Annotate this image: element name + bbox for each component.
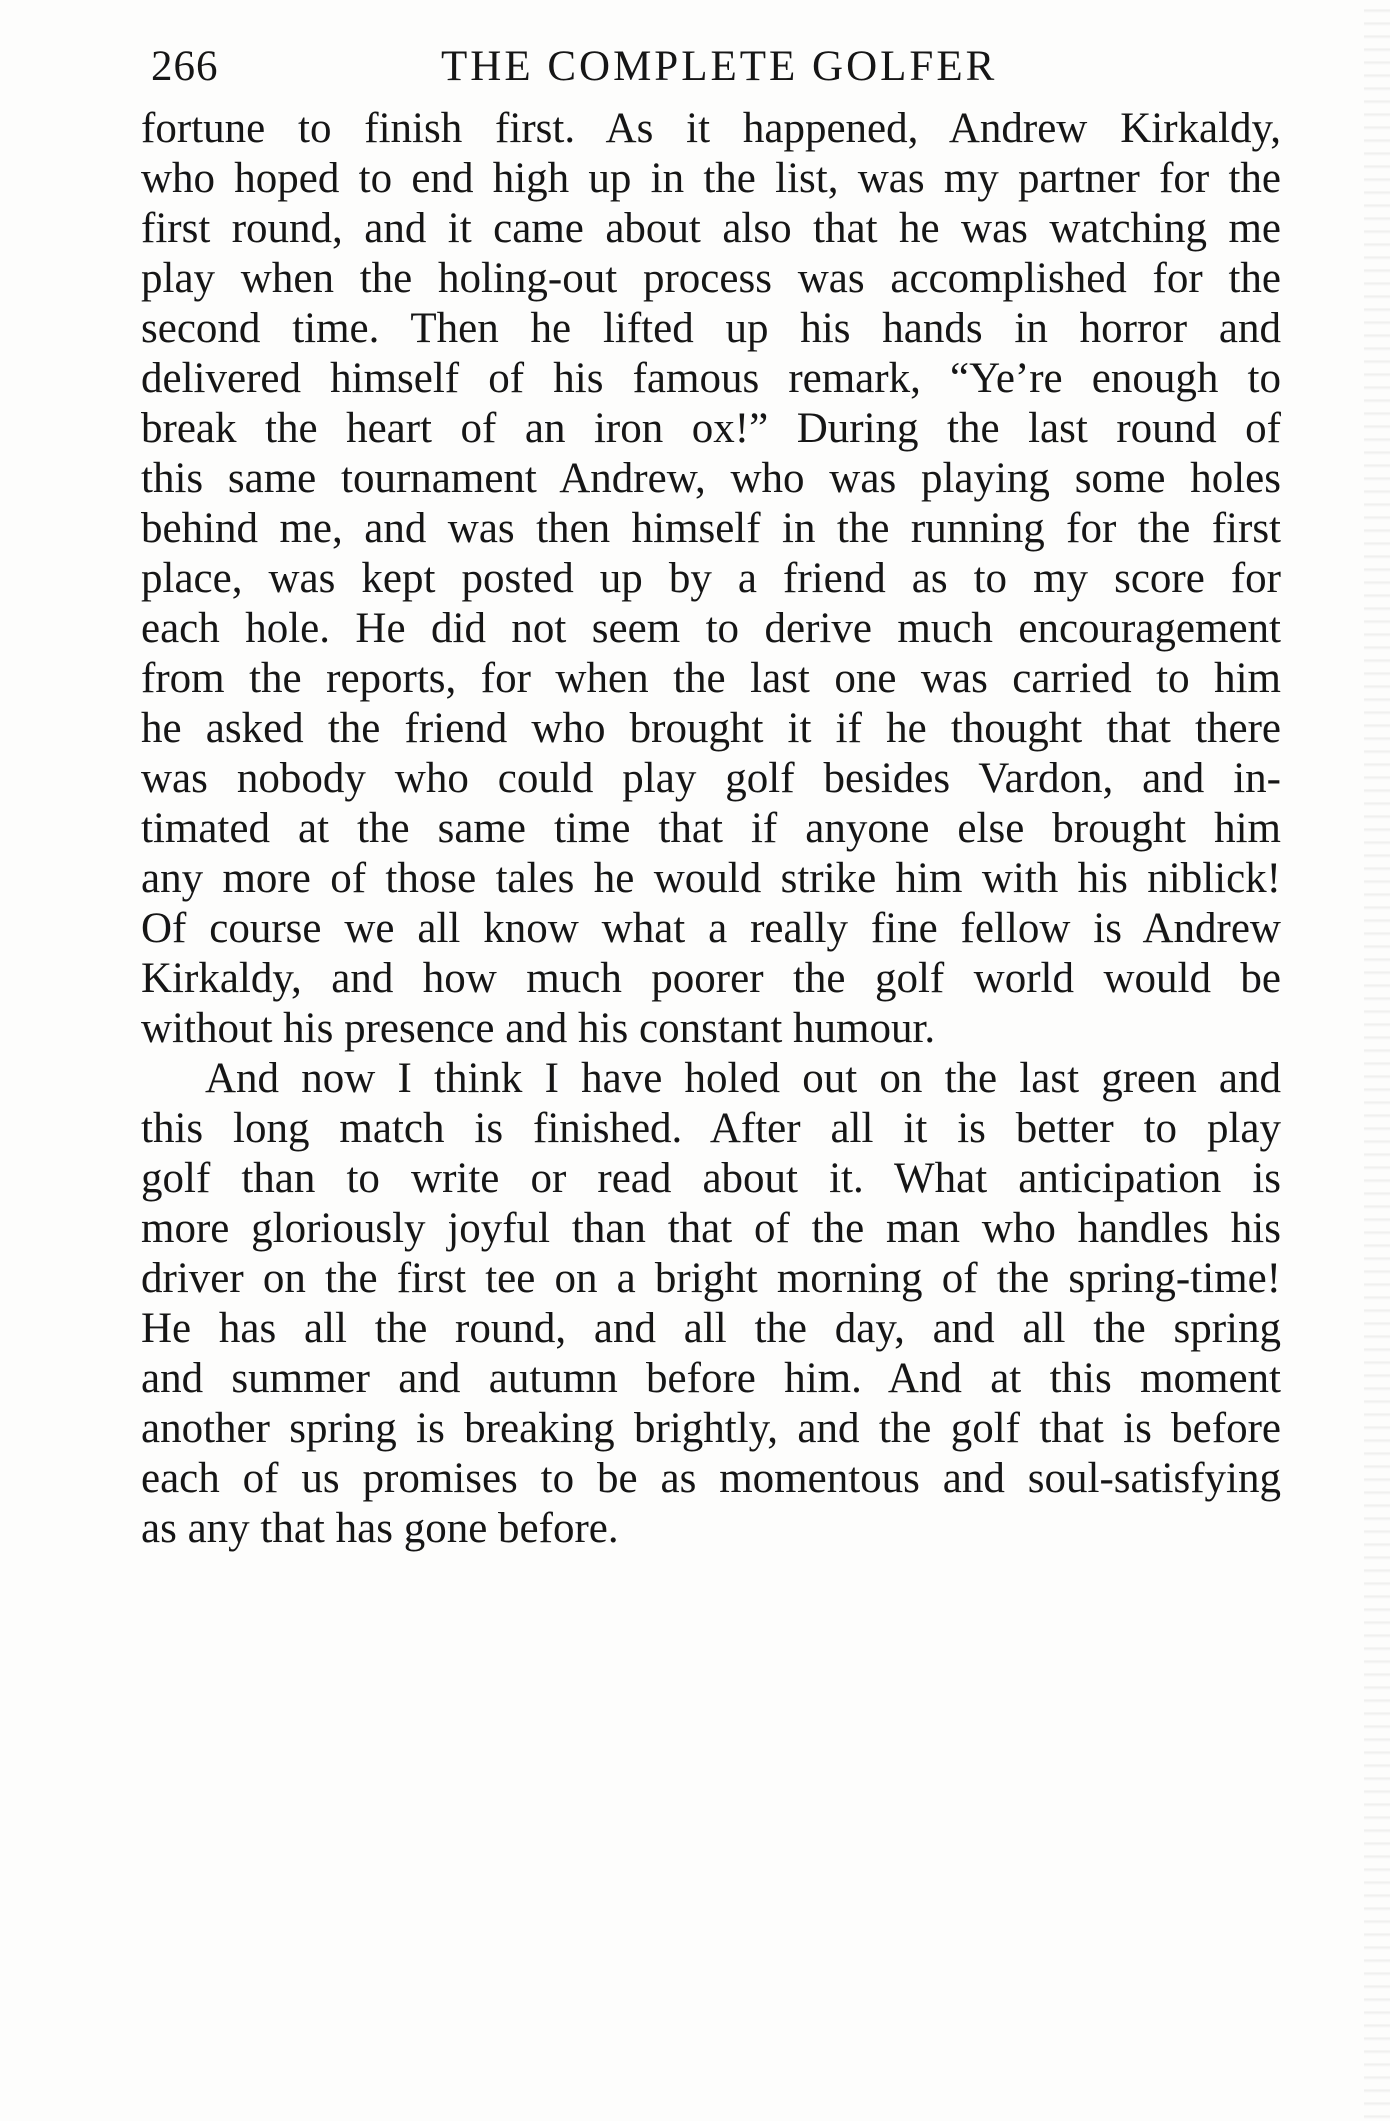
- text-line: was nobody who could play golf besides Vardon, and in-: [141, 755, 1281, 802]
- text-line: another spring is breaking brightly, and the golf that is before: [141, 1405, 1281, 1452]
- text-line: more gloriously joyful than that of the man who handles his: [141, 1205, 1281, 1252]
- text-line: driver on the first tee on a bright morning of the spring-time!: [141, 1255, 1281, 1302]
- text-line: timated at the same time that if anyone else brought him: [141, 805, 1281, 852]
- page-edge-scan-marks: [1364, 0, 1390, 2121]
- text-line: first round, and it came about also that he was watching me: [141, 205, 1281, 252]
- text-line: as any that has gone before.: [141, 1505, 619, 1552]
- text-line: break the heart of an iron ox!” During the last round of: [141, 405, 1281, 452]
- text-line: And now I think I have holed out on the last green and: [205, 1055, 1281, 1102]
- text-line: any more of those tales he would strike him with his niblick!: [141, 855, 1281, 902]
- text-line: place, was kept posted up by a friend as to my score for: [141, 555, 1281, 602]
- text-line: Of course we all know what a really fine fellow is Andrew: [141, 905, 1281, 952]
- text-line: without his presence and his constant humour.: [141, 1005, 936, 1052]
- text-line: each of us promises to be as momentous and soul-satisfying: [141, 1455, 1281, 1502]
- text-line: behind me, and was then himself in the running for the first: [141, 505, 1281, 552]
- text-line: second time. Then he lifted up his hands in horror and: [141, 305, 1281, 352]
- text-line: he asked the friend who brought it if he thought that there: [141, 705, 1281, 752]
- running-head: THE COMPLETE GOLFER: [441, 43, 998, 90]
- text-line: fortune to finish first. As it happened, Andrew Kirkaldy,: [141, 105, 1281, 152]
- paragraph-2: [141, 1054, 1281, 1554]
- page-body-text: [141, 104, 1281, 1554]
- text-line: this long match is finished. After all it is better to play: [141, 1105, 1281, 1152]
- text-line: who hoped to end high up in the list, was my partner for the: [141, 155, 1281, 202]
- page-header: [151, 42, 1281, 98]
- text-line: and summer and autumn before him. And at this moment: [141, 1355, 1281, 1402]
- text-line: golf than to write or read about it. What anticipation is: [141, 1155, 1281, 1202]
- page-number: 266: [151, 43, 219, 90]
- text-line: this same tournament Andrew, who was playing some holes: [141, 455, 1281, 502]
- text-line: play when the holing-out process was accomplished for the: [141, 255, 1281, 302]
- text-line: Kirkaldy, and how much poorer the golf world would be: [141, 955, 1281, 1002]
- text-line: delivered himself of his famous remark, “Ye’re enough to: [141, 355, 1281, 402]
- paragraph-1: [141, 104, 1281, 1054]
- text-line: each hole. He did not seem to derive much encouragement: [141, 605, 1281, 652]
- text-line: from the reports, for when the last one was carried to him: [141, 655, 1281, 702]
- text-line: He has all the round, and all the day, and all the spring: [141, 1305, 1281, 1352]
